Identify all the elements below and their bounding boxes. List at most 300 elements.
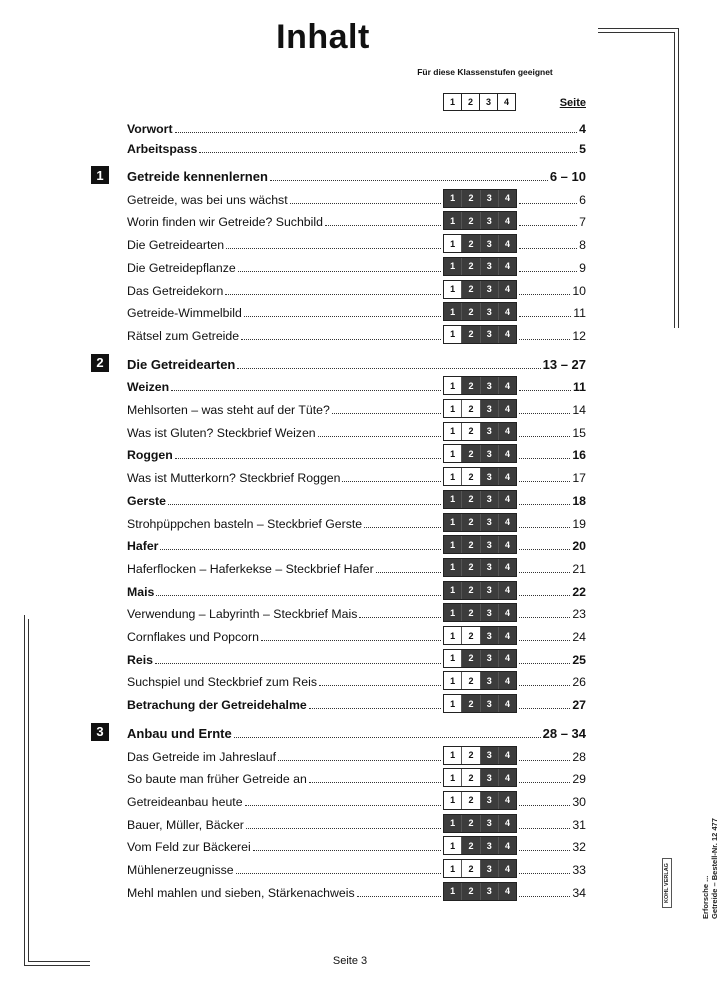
toc-entry[interactable] [127,744,586,764]
dot-leader [226,248,441,249]
grade-box-1: 1 [444,627,461,644]
dot-leader [519,663,570,664]
entry-title: Haferflocken – Haferkekse – Steckbrief Hafer [127,561,374,576]
dot-leader [160,549,441,550]
grade-box-4: 4 [498,792,516,809]
grade-box-1: 1 [444,747,461,764]
grade-level-header [443,93,516,111]
chapter-heading[interactable] [127,164,586,184]
grade-box-2: 2 [461,627,479,644]
grade-box-2: 2 [461,281,479,298]
entry-page-number: 27 [572,698,586,713]
entry-page-number: 22 [572,584,586,599]
entry-title: Die Getreidearten [127,238,225,253]
dot-leader [168,504,441,505]
grade-box-1: 1 [444,423,461,440]
entry-page-number: 19 [572,516,586,531]
grade-header-1: 1 [444,94,461,110]
toc-entry[interactable] [127,789,586,809]
grade-box-1: 1 [444,792,461,809]
chapter-heading[interactable] [127,721,586,741]
dot-leader [171,390,441,391]
entry-page-number: 29 [572,772,586,787]
entry-page-number: 17 [572,471,586,486]
dot-leader [519,572,570,573]
grade-box-4: 4 [498,468,516,485]
toc-entry[interactable] [127,647,586,667]
grade-box-2: 2 [461,582,479,599]
toc-entry[interactable] [127,232,586,252]
grade-level-indicator [443,535,517,554]
grade-box-4: 4 [498,536,516,553]
grade-level-indicator [443,325,517,344]
dot-leader [156,595,441,596]
grade-level-indicator [443,603,517,622]
grade-box-3: 3 [480,281,498,298]
dot-leader [519,203,577,204]
entry-page-number: 28 – 34 [542,725,586,741]
grade-box-3: 3 [480,326,498,343]
entry-page-number: 5 [579,142,586,156]
grade-box-4: 4 [498,650,516,667]
grade-box-3: 3 [480,883,498,900]
chapter-number-badge: 1 [91,166,109,184]
side-publication-info [701,699,719,919]
entry-page-number: 12 [572,328,586,343]
grade-box-3: 3 [480,604,498,621]
dot-leader [325,225,441,226]
dot-leader [519,595,570,596]
grade-level-indicator [443,422,517,441]
grade-box-4: 4 [498,883,516,900]
entry-page-number: 11 [573,380,586,395]
grade-box-1: 1 [444,326,461,343]
dot-leader [519,271,577,272]
grade-box-3: 3 [480,445,498,462]
grade-level-indicator [443,859,517,878]
grade-box-4: 4 [498,212,516,229]
grade-box-4: 4 [498,695,516,712]
page-title: Inhalt [276,18,370,56]
grade-box-1: 1 [444,303,461,320]
toc-entry[interactable] [127,556,586,576]
dot-leader [245,805,441,806]
grade-box-1: 1 [444,860,461,877]
grade-level-indicator [443,814,517,833]
grade-box-3: 3 [480,491,498,508]
grade-box-4: 4 [498,747,516,764]
frame-line [24,615,25,965]
grade-box-1: 1 [444,559,461,576]
dot-leader [519,760,570,761]
grade-box-1: 1 [444,582,461,599]
dot-leader [342,481,441,482]
dot-leader [225,294,441,295]
grade-box-3: 3 [480,190,498,207]
grade-box-1: 1 [444,837,461,854]
dot-leader [519,640,570,641]
entry-title: Verwendung – Labyrinth – Steckbrief Mais [127,607,358,622]
grade-level-indicator [443,376,517,395]
entry-page-number: 16 [572,448,586,463]
entry-page-number: 6 [579,192,586,207]
dot-leader [270,180,548,181]
grade-box-3: 3 [480,377,498,394]
grade-box-4: 4 [498,281,516,298]
dot-leader [237,368,540,369]
toc-entry[interactable] [127,465,586,485]
entry-title: Hafer [127,539,159,554]
grade-level-indicator [443,280,517,299]
grade-box-3: 3 [480,258,498,275]
grade-suitability-label: Für diese Klassenstufen geeignet [417,67,553,77]
grade-level-indicator [443,746,517,765]
entry-title: Das Getreide im Jahreslauf [127,749,276,764]
entry-page-number: 24 [572,630,586,644]
grade-box-4: 4 [498,190,516,207]
grade-box-3: 3 [480,303,498,320]
entry-title: Suchspiel und Steckbrief zum Reis [127,675,318,690]
entry-page-number: 15 [572,425,586,440]
dot-leader [359,617,441,618]
grade-header-2: 2 [461,94,479,110]
grade-level-indicator [443,626,517,645]
publisher-logo [654,860,678,920]
grade-box-3: 3 [480,627,498,644]
dot-leader [319,685,441,686]
toc-entry[interactable] [127,397,586,417]
dot-leader [364,527,441,528]
grade-box-2: 2 [461,258,479,275]
entry-title: Was ist Gluten? Steckbrief Weizen [127,425,316,440]
entry-page-number: 7 [579,215,586,230]
grade-header-4: 4 [497,94,515,110]
dot-leader [309,782,441,783]
entry-title: Gerste [127,493,166,508]
entry-page-number: 28 [572,749,586,764]
dot-leader [519,782,570,783]
entry-page-number: 23 [572,607,586,622]
grade-box-2: 2 [461,815,479,832]
entry-page-number: 9 [579,260,586,275]
publisher-logo-text: KOHL VERLAG [662,858,672,908]
dot-leader [519,805,570,806]
grade-box-1: 1 [444,235,461,252]
dot-leader [332,413,441,414]
grade-box-1: 1 [444,445,461,462]
grade-box-4: 4 [498,400,516,417]
grade-box-4: 4 [498,377,516,394]
grade-box-3: 3 [480,582,498,599]
grade-box-2: 2 [461,559,479,576]
entry-page-number: 25 [572,652,586,667]
grade-level-indicator [443,257,517,276]
entry-page-number: 20 [572,539,586,554]
dot-leader [519,896,570,897]
entry-title: Mehl mahlen und sieben, Stärkenachweis [127,885,355,900]
dot-leader [253,850,441,851]
grade-box-4: 4 [498,303,516,320]
entry-title: Das Getreidekorn [127,283,224,298]
entry-title: Worin finden wir Getreide? Suchbild [127,215,323,230]
toc-entry[interactable] [127,511,586,531]
grade-level-indicator [443,791,517,810]
toc-entry[interactable] [127,812,586,832]
toc-entry[interactable] [127,579,586,599]
entry-title: Mehlsorten – was steht auf der Tüte? [127,403,330,417]
dot-leader [519,527,570,528]
grade-box-2: 2 [461,837,479,854]
grade-box-4: 4 [498,672,516,689]
entry-page-number: 26 [572,675,586,690]
entry-page-number: 32 [572,840,586,855]
dot-leader [519,481,570,482]
grade-box-1: 1 [444,258,461,275]
chapter-heading[interactable] [127,352,586,372]
toc-entry[interactable] [127,420,586,440]
grade-box-4: 4 [498,423,516,440]
grade-box-4: 4 [498,627,516,644]
dot-leader [175,458,441,459]
entry-title: Die Getreidearten [127,356,236,372]
grade-box-4: 4 [498,559,516,576]
toc-entry[interactable] [127,278,586,298]
grade-box-1: 1 [444,883,461,900]
dot-leader [261,640,441,641]
grade-box-2: 2 [461,860,479,877]
frame-line [674,32,675,328]
grade-box-2: 2 [461,423,479,440]
grade-box-4: 4 [498,258,516,275]
entry-title: Roggen [127,448,173,463]
toc-entry[interactable] [127,442,586,462]
dot-leader [175,132,578,133]
grade-box-2: 2 [461,377,479,394]
toc-entry[interactable] [127,209,586,229]
grade-box-1: 1 [444,190,461,207]
side-order-number: Getreide – Bestell-Nr. 12 477 [710,818,719,919]
entry-title: Getreide, was bei uns wächst [127,192,288,207]
dot-leader [236,873,441,874]
grade-box-4: 4 [498,491,516,508]
grade-box-2: 2 [461,650,479,667]
grade-box-2: 2 [461,468,479,485]
grade-level-indicator [443,513,517,532]
entry-title: Bauer, Müller, Bäcker [127,817,244,832]
grade-level-indicator [443,694,517,713]
grade-box-1: 1 [444,468,461,485]
toc-entry-intro[interactable] [127,136,586,156]
frame-line [28,619,29,961]
grade-box-3: 3 [480,514,498,531]
entry-page-number: 21 [572,561,586,576]
toc-entry-intro[interactable] [127,116,586,136]
dot-leader [155,663,441,664]
entry-page-number: 11 [573,306,586,321]
grade-box-4: 4 [498,235,516,252]
dot-leader [519,458,570,459]
grade-box-2: 2 [461,604,479,621]
grade-box-3: 3 [480,860,498,877]
grade-box-1: 1 [444,400,461,417]
grade-box-3: 3 [480,400,498,417]
dot-leader [278,760,441,761]
grade-box-2: 2 [461,235,479,252]
grade-box-4: 4 [498,514,516,531]
toc-entry[interactable] [127,374,586,394]
entry-title: Die Getreidepflanze [127,260,236,275]
entry-title: Cornflakes und Popcorn [127,630,259,644]
grade-level-indicator [443,444,517,463]
grade-box-2: 2 [461,695,479,712]
dot-leader [241,339,441,340]
grade-box-2: 2 [461,326,479,343]
dot-leader [357,896,441,897]
dot-leader [519,390,571,391]
grade-level-indicator [443,649,517,668]
grade-box-1: 1 [444,377,461,394]
grade-box-3: 3 [480,650,498,667]
grade-box-2: 2 [461,212,479,229]
grade-box-4: 4 [498,860,516,877]
entry-title: Getreide-Wimmelbild [127,306,242,321]
dot-leader [519,685,570,686]
grade-box-4: 4 [498,815,516,832]
dot-leader [376,572,441,573]
grade-level-indicator [443,399,517,418]
grade-level-indicator [443,671,517,690]
dot-leader [290,203,441,204]
entry-title: Vom Feld zur Bäckerei [127,840,251,855]
chapter-number-badge: 2 [91,354,109,372]
entry-page-number: 4 [579,122,586,136]
dot-leader [238,271,441,272]
entry-title: Mühlenerzeugnisse [127,863,234,877]
entry-title: Vorwort [127,122,173,136]
toc-entry[interactable] [127,323,586,343]
grade-level-indicator [443,882,517,901]
grade-level-indicator [443,836,517,855]
grade-box-3: 3 [480,559,498,576]
toc-entry[interactable] [127,669,586,689]
entry-page-number: 14 [572,403,586,417]
dot-leader [318,436,441,437]
grade-box-3: 3 [480,212,498,229]
grade-box-1: 1 [444,650,461,667]
entry-page-number: 10 [572,283,586,298]
toc-entry[interactable] [127,834,586,854]
grade-box-2: 2 [461,190,479,207]
grade-box-2: 2 [461,303,479,320]
grade-box-3: 3 [480,468,498,485]
grade-box-4: 4 [498,837,516,854]
grade-box-1: 1 [444,281,461,298]
toc-entry[interactable] [127,766,586,786]
grade-box-1: 1 [444,695,461,712]
dot-leader [519,504,570,505]
grade-level-indicator [443,467,517,486]
grade-box-3: 3 [480,747,498,764]
grade-box-1: 1 [444,815,461,832]
grade-box-2: 2 [461,536,479,553]
dot-leader [519,708,570,709]
grade-level-indicator [443,490,517,509]
entry-title: Anbau und Ernte [127,725,232,741]
toc-entry[interactable] [127,488,586,508]
toc-entry[interactable] [127,300,586,320]
entry-title: Reis [127,652,153,667]
grade-box-4: 4 [498,445,516,462]
dot-leader [519,549,570,550]
toc-entry[interactable] [127,187,586,207]
toc-entry[interactable] [127,880,586,900]
entry-title: Rätsel zum Getreide [127,328,240,343]
grade-level-indicator [443,234,517,253]
grade-box-2: 2 [461,792,479,809]
grade-box-4: 4 [498,326,516,343]
dot-leader [519,225,577,226]
dot-leader [519,248,577,249]
entry-title: Getreideanbau heute [127,794,243,809]
grade-level-indicator [443,211,517,230]
entry-title: Arbeitspass [127,142,198,156]
dot-leader [244,316,441,317]
entry-title: Strohpüppchen basteln – Steckbrief Gerste [127,516,363,531]
toc-entry[interactable] [127,533,586,553]
grade-level-indicator [443,302,517,321]
entry-page-number: 6 – 10 [549,169,586,184]
dot-leader [519,413,570,414]
toc-entry[interactable] [127,601,586,621]
entry-title: So baute man früher Getreide an [127,772,307,787]
grade-box-2: 2 [461,514,479,531]
toc-entry[interactable] [127,692,586,712]
grade-box-2: 2 [461,769,479,786]
grade-box-4: 4 [498,582,516,599]
entry-page-number: 18 [572,493,586,508]
dot-leader [519,339,570,340]
entry-page-number: 8 [579,238,586,253]
side-series: Erforsche ... [701,875,710,919]
dot-leader [234,737,541,738]
grade-box-1: 1 [444,672,461,689]
entry-title: Weizen [127,380,170,395]
grade-box-2: 2 [461,672,479,689]
dot-leader [246,828,441,829]
frame-line [678,28,679,328]
grade-box-1: 1 [444,491,461,508]
dot-leader [519,828,570,829]
grade-box-2: 2 [461,400,479,417]
dot-leader [519,617,570,618]
chapter-number-badge: 3 [91,723,109,741]
dot-leader [309,708,441,709]
dot-leader [519,316,571,317]
grade-box-3: 3 [480,769,498,786]
entry-page-number: 31 [572,817,586,832]
entry-page-number: 30 [572,794,586,809]
entry-title: Mais [127,584,155,599]
grade-box-3: 3 [480,672,498,689]
grade-level-indicator [443,581,517,600]
toc-entry[interactable] [127,255,586,275]
grade-box-3: 3 [480,837,498,854]
grade-box-1: 1 [444,604,461,621]
toc-entry[interactable] [127,857,586,877]
page-column-label: Seite [559,97,586,109]
dot-leader [519,850,570,851]
toc-entry[interactable] [127,624,586,644]
